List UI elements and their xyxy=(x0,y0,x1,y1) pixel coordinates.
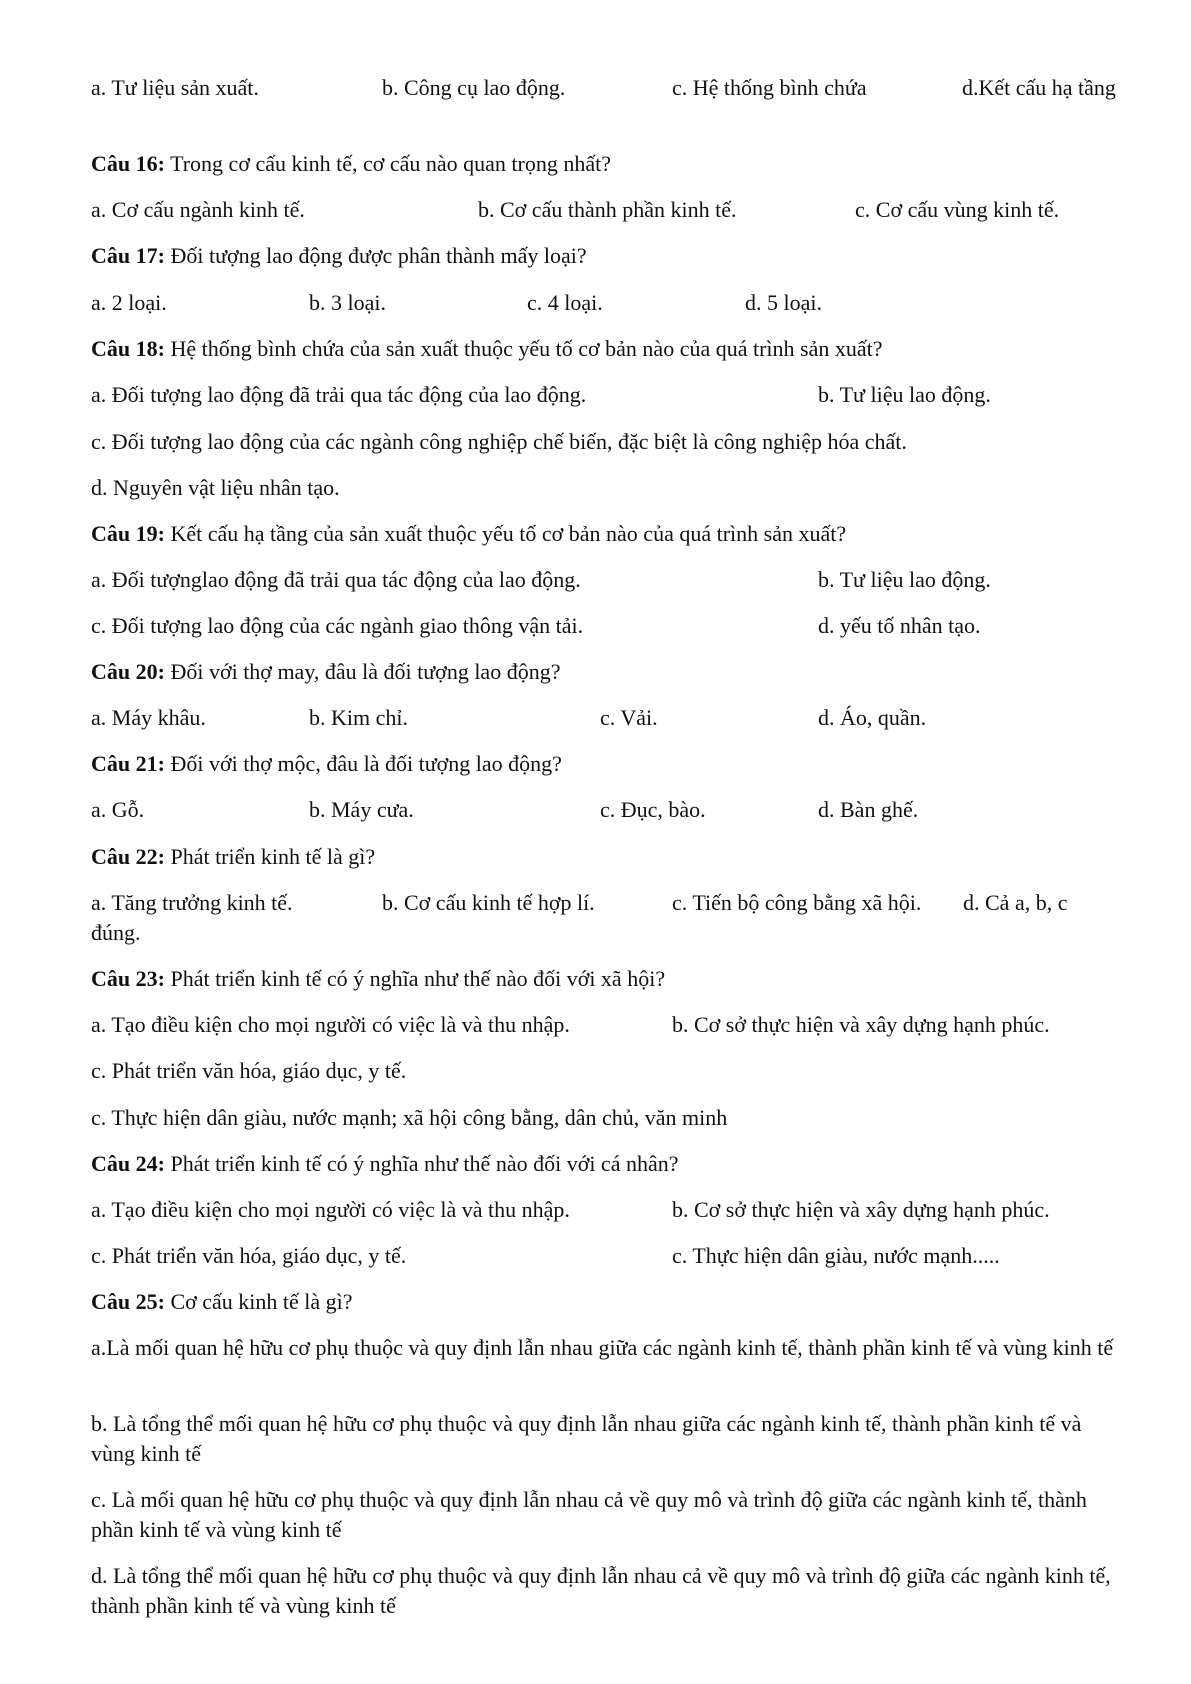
q16-option-c: c. Cơ cấu vùng kinh tế. xyxy=(855,197,1060,222)
q22-option-c: c. Tiến bộ công bằng xã hội. xyxy=(672,890,922,915)
q24-label: Câu 24: xyxy=(91,1151,165,1176)
q23-option-a: a. Tạo điều kiện cho mọi người có việc là và thu nhập. xyxy=(91,1012,570,1037)
q22-label: Câu 22: xyxy=(91,844,165,869)
q19-option-b: b. Tư liệu lao động. xyxy=(818,567,991,592)
q19-option-c: c. Đối tượng lao động của các ngành giao thông vận tải. xyxy=(91,613,584,638)
q18-question xyxy=(91,334,883,364)
q21-text: Đối với thợ mộc, đâu là đối tượng lao động? xyxy=(170,751,562,776)
q18-option-b: b. Tư liệu lao động. xyxy=(818,382,991,407)
q23-option-d: c. Thực hiện dân giàu, nước mạnh; xã hội công bằng, dân chủ, văn minh xyxy=(91,1105,728,1130)
q24-text: Phát triển kinh tế có ý nghĩa như thế nào đối với cá nhân? xyxy=(170,1151,679,1176)
q22-option-b: b. Cơ cấu kinh tế hợp lí. xyxy=(382,890,595,915)
q16-question xyxy=(91,149,611,179)
q24-option-b: b. Cơ sở thực hiện và xây dựng hạnh phúc. xyxy=(672,1197,1050,1222)
q23-question xyxy=(91,964,665,994)
q23-text: Phát triển kinh tế có ý nghĩa như thế nào đối với xã hội? xyxy=(170,966,666,991)
q18-text: Hệ thống bình chứa của sản xuất thuộc yếu tố cơ bản nào của quá trình sản xuất? xyxy=(170,336,883,361)
q20-option-a: a. Máy khâu. xyxy=(91,705,206,730)
q20-text: Đối với thợ may, đâu là đối tượng lao động? xyxy=(170,659,561,684)
q24-question xyxy=(91,1149,679,1179)
q17-question xyxy=(91,241,587,271)
q20-option-b: b. Kim chỉ. xyxy=(309,705,408,730)
q22-question xyxy=(91,842,375,872)
q17-option-a: a. 2 loại. xyxy=(91,290,167,315)
q17-text: Đối tượng lao động được phân thành mấy loại? xyxy=(170,243,587,268)
q19-question xyxy=(91,519,846,549)
q23-option-c: c. Phát triển văn hóa, giáo dục, y tế. xyxy=(91,1058,407,1083)
q19-label: Câu 19: xyxy=(91,521,165,546)
q21-question xyxy=(91,749,562,779)
q21-option-a: a. Gỗ. xyxy=(91,797,145,822)
q24-option-c: c. Phát triển văn hóa, giáo dục, y tế. xyxy=(91,1243,407,1268)
q24-option-d: c. Thực hiện dân giàu, nước mạnh..... xyxy=(672,1243,1000,1268)
q17-option-d: d. 5 loại. xyxy=(745,290,822,315)
q21-option-d: d. Bàn ghế. xyxy=(818,797,919,822)
q21-option-c: c. Đục, bào. xyxy=(600,797,706,822)
q15-option-a: a. Tư liệu sản xuất. xyxy=(91,75,259,100)
q17-option-b: b. 3 loại. xyxy=(309,290,386,315)
q17-label: Câu 17: xyxy=(91,243,165,268)
q16-label: Câu 16: xyxy=(91,151,165,176)
q23-label: Câu 23: xyxy=(91,966,165,991)
q19-option-d: d. yếu tố nhân tạo. xyxy=(818,613,981,638)
q21-label: Câu 21: xyxy=(91,751,165,776)
q15-option-d: d.Kết cấu hạ tầng xyxy=(962,75,1116,100)
q19-option-a: a. Đối tượnglao động đã trải qua tác động của lao động. xyxy=(91,567,581,592)
q20-question xyxy=(91,657,560,687)
q20-label: Câu 20: xyxy=(91,659,165,684)
q25-option-a: a.Là mối quan hệ hữu cơ phụ thuộc và quy định lẫn nhau giữa các ngành kinh tế, thành phần kinh tế và vùng kinh tế xyxy=(91,1335,1114,1360)
q18-option-c: c. Đối tượng lao động của các ngành công nghiệp chế biến, đặc biệt là công nghiệp hóa chất. xyxy=(91,429,907,454)
q25-option-d: d. Là tổng thể mối quan hệ hữu cơ phụ thuộc và quy định lẫn nhau cả về quy mô và trình độ giữa các ngành kinh tế, thành phần kinh tế và vùng kinh tế xyxy=(91,1563,1111,1618)
q16-option-a: a. Cơ cấu ngành kinh tế. xyxy=(91,197,305,222)
q21-option-b: b. Máy cưa. xyxy=(309,797,414,822)
q16-text: Trong cơ cấu kinh tế, cơ cấu nào quan trọng nhất? xyxy=(170,151,612,176)
q22-option-d: d. Cả a, b, c đúng. xyxy=(91,890,1068,945)
q18-option-a: a. Đối tượng lao động đã trải qua tác động của lao động. xyxy=(91,382,587,407)
q20-option-c: c. Vải. xyxy=(600,705,658,730)
q22-option-a: a. Tăng trưởng kinh tế. xyxy=(91,890,293,915)
q18-option-d: d. Nguyên vật liệu nhân tạo. xyxy=(91,475,340,500)
q25-option-c: c. Là mối quan hệ hữu cơ phụ thuộc và quy định lẫn nhau cả về quy mô và trình độ giữa các ngành kinh tế, thành phần kinh tế và vùng kinh tế xyxy=(91,1487,1087,1542)
q20-option-d: d. Áo, quần. xyxy=(818,705,927,730)
q23-option-b: b. Cơ sở thực hiện và xây dựng hạnh phúc. xyxy=(672,1012,1050,1037)
q25-text: Cơ cấu kinh tế là gì? xyxy=(170,1289,353,1314)
q18-label: Câu 18: xyxy=(91,336,165,361)
q25-option-b: b. Là tổng thể mối quan hệ hữu cơ phụ thuộc và quy định lẫn nhau giữa các ngành kinh tế, thành phần kinh tế và vùng kinh tế xyxy=(91,1411,1082,1466)
q24-option-a: a. Tạo điều kiện cho mọi người có việc là và thu nhập. xyxy=(91,1197,570,1222)
q22-text: Phát triển kinh tế là gì? xyxy=(170,844,376,869)
q17-option-c: c. 4 loại. xyxy=(527,290,603,315)
q19-text: Kết cấu hạ tầng của sản xuất thuộc yếu tố cơ bản nào của quá trình sản xuất? xyxy=(170,521,847,546)
q25-label: Câu 25: xyxy=(91,1289,165,1314)
q25-question xyxy=(91,1287,353,1317)
q15-option-c: c. Hệ thống bình chứa xyxy=(672,75,867,100)
q16-option-b: b. Cơ cấu thành phần kinh tế. xyxy=(478,197,737,222)
q15-option-b: b. Công cụ lao động. xyxy=(382,75,566,100)
